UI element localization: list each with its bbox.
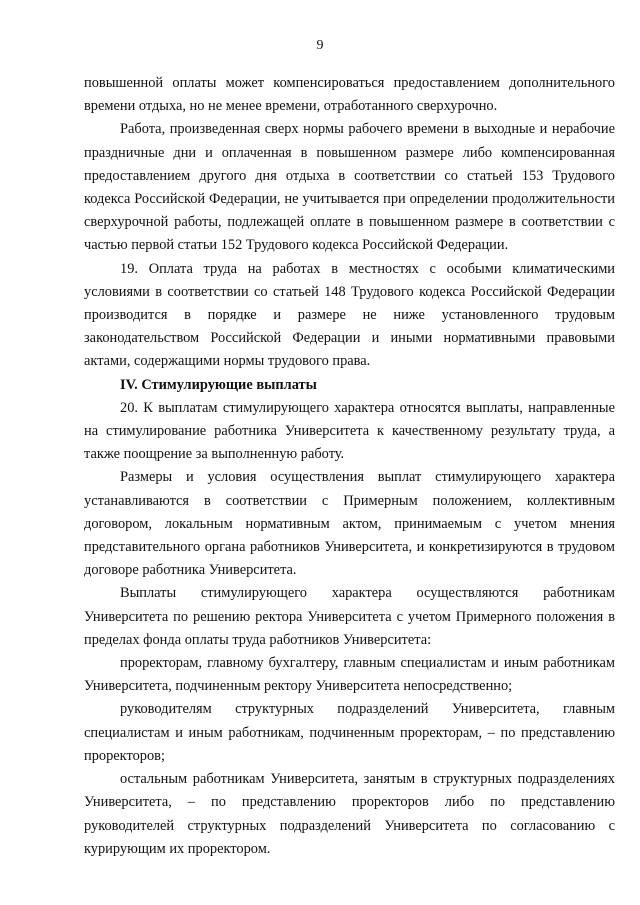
list-item-prorectors: проректорам, главному бухгалтеру, главным специалистам и иным работникам Университета, подчиненным ректору Университета непосредственно; — [84, 655, 615, 695]
paragraph-overtime-holidays: Работа, произведенная сверх нормы рабочего времени в выходные и нерабочие праздничные дни и оплаченная в повышенном размере либо компенсированная предоставлением другого дня отдыха в соответствии со статьей 153 Трудового кодекса Российской Федерации, не учитывается при определении продолжительности сверхурочной работы, подлежащей оплате в повышенном размере в соответствии с частью первой статьи 152 Трудового кодекса Российской Федерации. — [84, 121, 615, 254]
paragraph-continuation: повышенной оплаты может компенсироваться предоставлением дополнительного времени отдыха, но не менее времени, отработанного сверхурочно. — [84, 75, 615, 115]
page-number: 9 — [316, 38, 324, 53]
section-heading: IV. Стимулирующие выплаты — [120, 376, 317, 393]
paragraph-item-20: 20. К выплатам стимулирующего характера относятся выплаты, направленные на стимулирование работника Университета к качественному результату труда, а также поощрение за выполненную работу. — [84, 399, 615, 463]
paragraph-item-19: 19. Оплата труда на работах в местностях с особыми климатическими условиями в соответствии со статьей 148 Трудового кодекса Российской Федерации производится в порядке и размере не ниже установленного трудовым законодательством Российской Федерации и иными нормативными правовыми актами, содержащими нормы трудового права. — [84, 260, 615, 370]
list-item-other-employees: остальным работникам Университета, занятым в структурных подразделениях Университета, – по представлению проректоров либо по представлению руководителей структурных подразделений Университета по согласованию с курирующим их проректором. — [84, 771, 615, 857]
paragraph-sizes-conditions: Размеры и условия осуществления выплат стимулирующего характера устанавливаются в соответствии с Примерным положением, коллективным договором, локальным нормативным актом, принимаемым с учетом мнения представительного органа работников Университета, и конкретизируются в трудовом договоре работника Университета. — [84, 469, 615, 579]
list-item-heads-of-units: руководителям структурных подразделений Университета, главным специалистам и иным работникам, подчиненным проректорам, – по представлению проректоров; — [84, 701, 615, 764]
paragraph-payments-decision: Выплаты стимулирующего характера осуществляются работникам Университета по решению ректора Университета с учетом Примерного положения в пределах фонда оплаты труда работников Университета: — [84, 585, 615, 648]
document-body — [84, 72, 615, 861]
